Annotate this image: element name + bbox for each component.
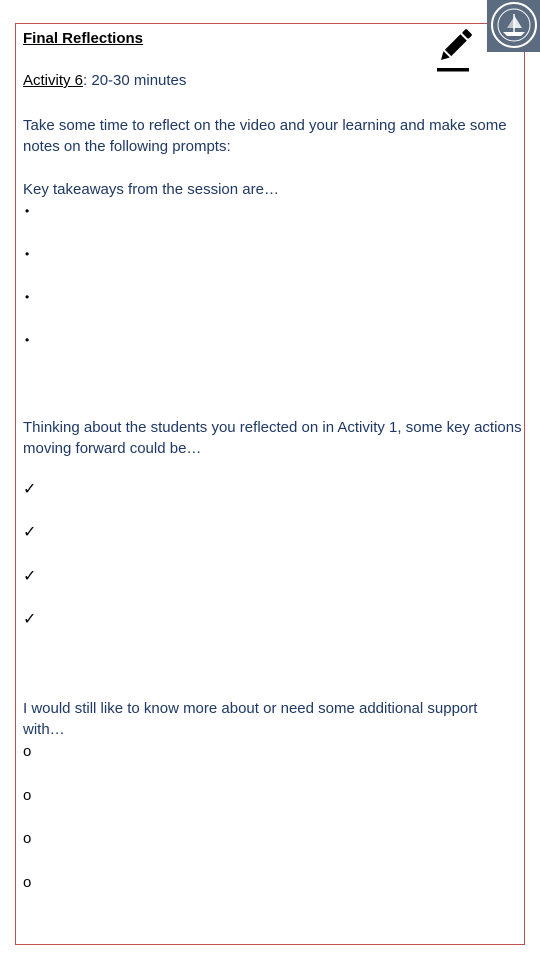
takeaways-heading: Key takeaways from the session are… — [23, 181, 279, 198]
circle-marker: o — [23, 743, 32, 760]
activity-line — [23, 70, 186, 91]
pencil-icon — [433, 28, 473, 74]
circle-marker: o — [23, 787, 32, 804]
support-heading: I would still like to know more about or need some additional support with… — [23, 700, 478, 738]
actions-heading: Thinking about the students you reflected on in Activity 1, some key actions moving forward could be… — [23, 419, 522, 457]
checkmark-marker: ✓ — [23, 568, 37, 585]
activity-label: Activity 6 — [23, 72, 84, 89]
intro-text: Take some time to reflect on the video and your learning and make some notes on the following prompts: — [23, 117, 507, 155]
checkmark-marker: ✓ — [23, 481, 37, 498]
circle-marker: o — [23, 830, 32, 847]
bullet-marker: • — [25, 247, 30, 261]
bullet-marker: • — [25, 204, 30, 218]
activity-duration: : 20-30 minutes — [83, 72, 187, 89]
bullet-marker: • — [25, 290, 30, 304]
checkmark-marker: ✓ — [23, 611, 37, 628]
page-title: Final Reflections — [23, 30, 144, 47]
bullet-marker: • — [25, 333, 30, 347]
checkmark-marker: ✓ — [23, 524, 37, 541]
school-crest-logo — [487, 0, 540, 52]
circle-marker: o — [23, 874, 32, 891]
page-border — [15, 23, 525, 945]
